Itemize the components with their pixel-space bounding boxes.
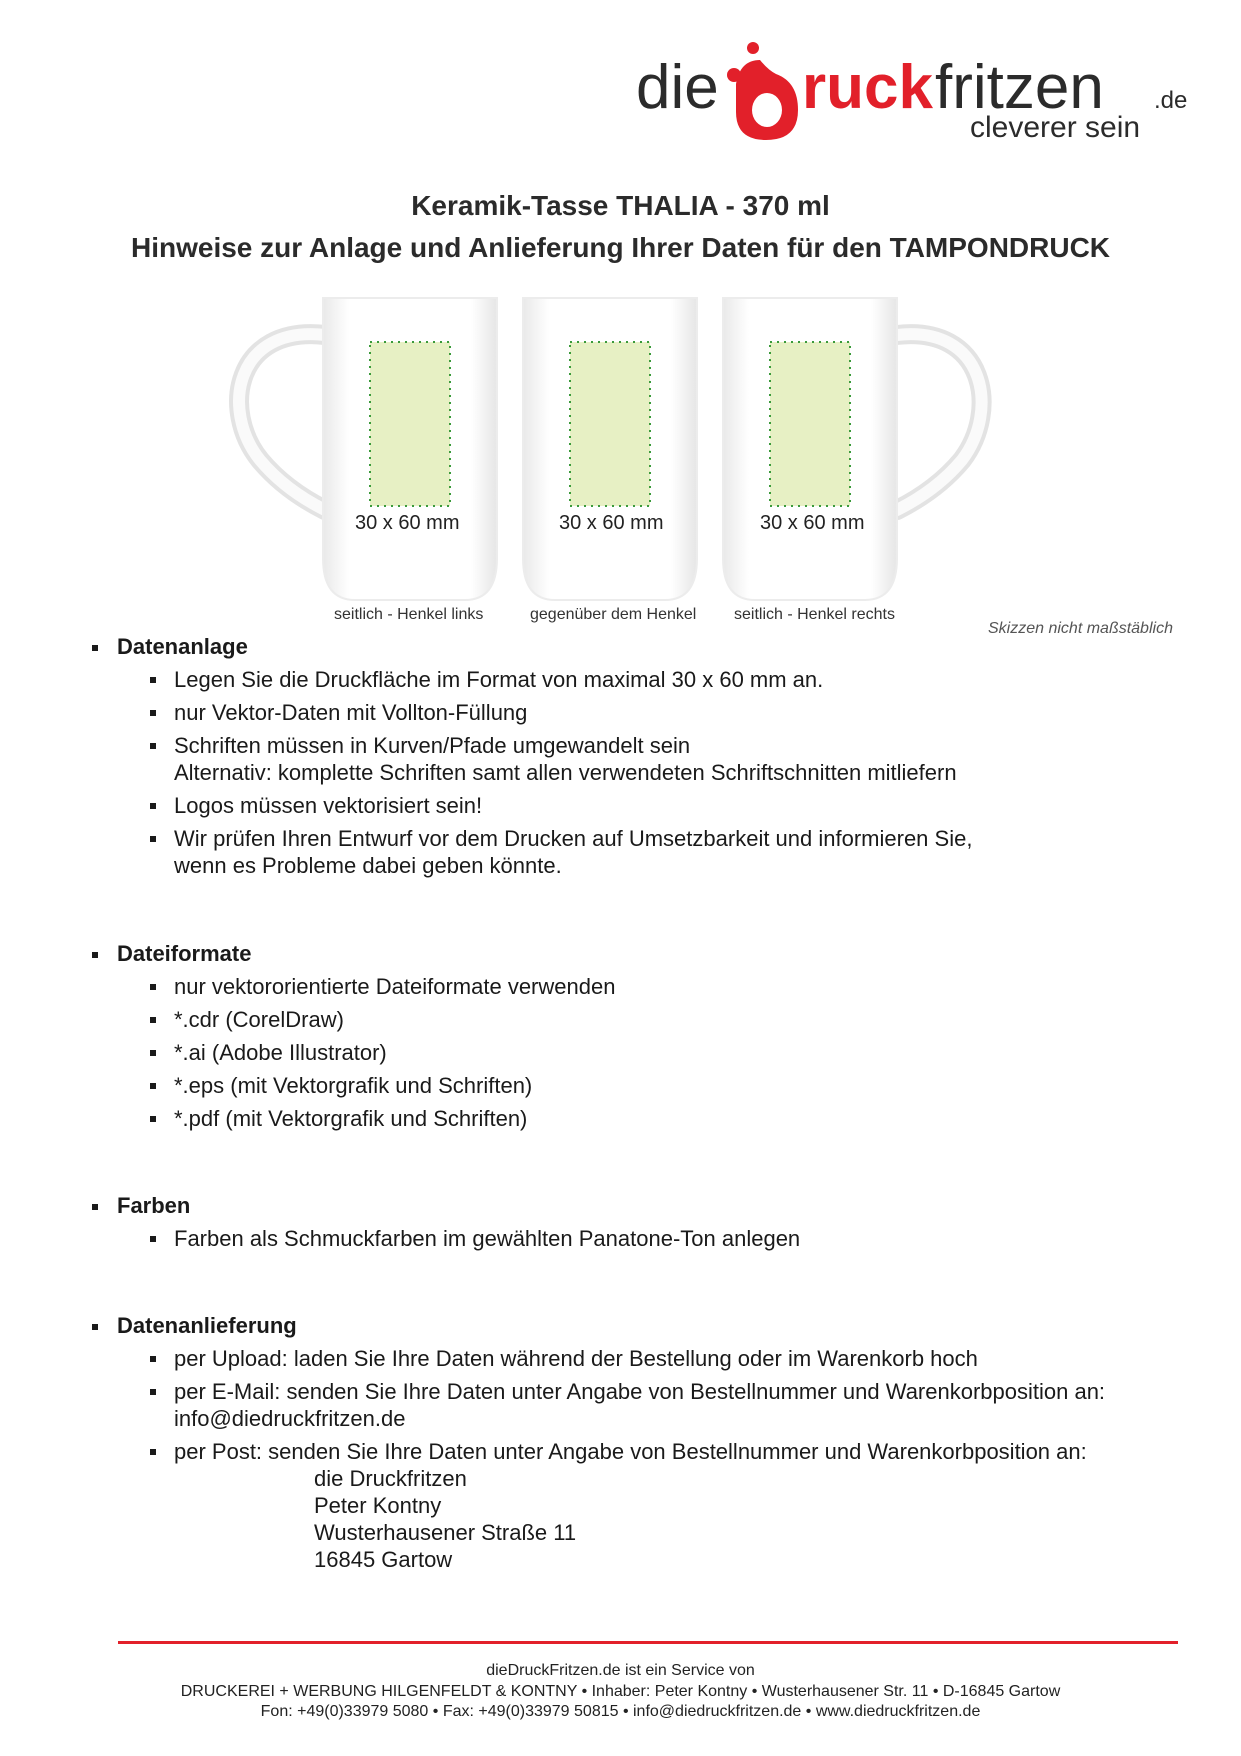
footer-line: dieDruckFritzen.de ist ein Service von [486, 1662, 755, 1679]
logo-tagline: cleverer sein [970, 111, 1141, 144]
logo-fritzen: fritzen [935, 53, 1104, 122]
address-line: die Druckfritzen [314, 1466, 467, 1491]
bullet-list [90, 973, 1170, 1132]
logo-tld: .de [1154, 87, 1188, 114]
section-farben [90, 1193, 1170, 1258]
logo-drop-icon [727, 42, 798, 140]
email-link[interactable]: info@diedruckfritzen.de [174, 1406, 406, 1431]
bullet-list [90, 1345, 1170, 1465]
footer-line: DRUCKEREI + WERBUNG HILGENFELDT & KONTNY • Inhaber: Peter Kontny • Wusterhausener Str. 11 • D-16845 Gartow [180, 1683, 1061, 1700]
logo-druck: ruck [802, 53, 933, 122]
list-item: *.pdf (mit Vektorgrafik und Schriften) [90, 1105, 1170, 1132]
footer-divider [118, 1641, 1178, 1644]
list-item-text: per E-Mail: senden Sie Ihre Daten unter Angabe von Bestellnummer und Warenkorbposition an: [174, 1379, 1106, 1404]
brand-logo [636, 40, 1196, 150]
list-item: *.eps (mit Vektorgrafik und Schriften) [90, 1072, 1170, 1099]
page-title: Keramik-Tasse THALIA - 370 ml [411, 190, 830, 221]
address-line: Wusterhausener Straße 11 [314, 1520, 577, 1545]
section-dateiformate [90, 941, 1170, 1138]
list-item-text: Alternativ: komplette Schriften samt allen verwendeten Schriftschnitten mitliefern [174, 760, 957, 785]
dimension-label: 30 x 60 mm [355, 512, 460, 534]
bullet-list [90, 666, 1170, 879]
bullet-list [90, 1225, 1170, 1252]
list-item: per Post: senden Sie Ihre Daten unter Angabe von Bestellnummer und Warenkorbposition an: [90, 1438, 1170, 1465]
postal-address [90, 1465, 1170, 1573]
dimension-label: 30 x 60 mm [559, 512, 664, 534]
list-item-text: Schriften müssen in Kurven/Pfade umgewandelt sein [174, 733, 691, 758]
section-datenanlage [90, 634, 1170, 885]
mug-front [523, 298, 697, 600]
address-line: Peter Kontny [314, 1493, 442, 1518]
list-item [90, 732, 1170, 786]
section-title: Datenanlieferung [90, 1313, 1170, 1341]
logo-die: die [636, 53, 719, 122]
mug-caption: seitlich - Henkel rechts [734, 606, 895, 623]
section-title: Farben [90, 1193, 1170, 1221]
list-item: Logos müssen vektorisiert sein! [90, 792, 1170, 819]
list-item: *.cdr (CorelDraw) [90, 1006, 1170, 1033]
mug-left [239, 298, 497, 600]
page-subtitle: Hinweise zur Anlage und Anlieferung Ihrer Daten für den TAMPONDRUCK [130, 232, 1111, 263]
section-datenanlieferung [90, 1313, 1170, 1573]
footer-line: Fon: +49(0)33979 5080 • Fax: +49(0)33979 50815 • info@diedruckfritzen.de • www.diedruckfritzen.de [260, 1703, 981, 1720]
list-item: nur vektororientierte Dateiformate verwenden [90, 973, 1170, 1000]
print-area-right [770, 342, 850, 506]
list-item: Farben als Schmuckfarben im gewählten Panatone-Ton anlegen [90, 1225, 1170, 1252]
list-item: nur Vektor-Daten mit Vollton-Füllung [90, 699, 1170, 726]
print-area-left [370, 342, 450, 506]
mug-illustration [225, 290, 1005, 623]
mug-caption: seitlich - Henkel links [334, 606, 484, 623]
dimension-label: 30 x 60 mm [760, 512, 865, 534]
list-item: per Upload: laden Sie Ihre Daten während der Bestellung oder im Warenkorb hoch [90, 1345, 1170, 1372]
list-item: Legen Sie die Druckfläche im Format von maximal 30 x 60 mm an. [90, 666, 1170, 693]
mug-caption: gegenüber dem Henkel [530, 606, 697, 623]
address-line: 16845 Gartow [314, 1547, 453, 1572]
mug-right [723, 298, 982, 600]
section-title: Dateiformate [90, 941, 1170, 969]
print-area-front [570, 342, 650, 506]
sketch-note: Skizzen nicht maßstäblich [988, 620, 1173, 637]
list-item: Wir prüfen Ihren Entwurf vor dem Drucken auf Umsetzbarkeit und informieren Sie, wenn es Probleme dabei geben könnte. [90, 825, 1170, 879]
section-title: Datenanlage [90, 634, 1170, 662]
list-item [90, 1378, 1170, 1432]
list-item: *.ai (Adobe Illustrator) [90, 1039, 1170, 1066]
